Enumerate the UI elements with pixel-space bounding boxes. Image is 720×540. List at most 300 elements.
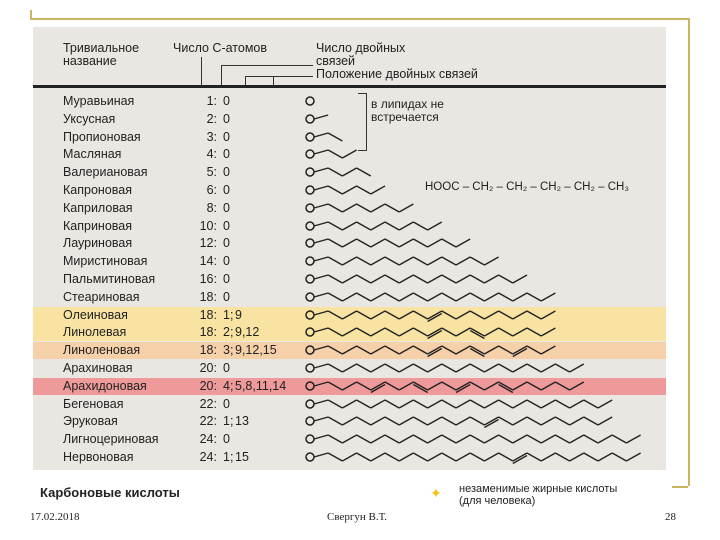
chain-bond (570, 400, 584, 408)
double-bond-count: 0 (223, 396, 230, 411)
chain-bond (314, 311, 328, 315)
chain-bond (428, 400, 442, 408)
acid-name: Бегеновая (63, 396, 124, 411)
chain-bond (357, 311, 371, 319)
chain-bond (456, 275, 470, 283)
acid-name: Эруковая (63, 414, 118, 429)
chain-bond (527, 346, 541, 354)
chain-bond (499, 311, 513, 319)
carboxyl-group (306, 275, 314, 283)
chain-bond (484, 400, 498, 408)
acid-row (33, 307, 666, 324)
chain-bond (399, 222, 413, 230)
chain-bond (527, 400, 541, 408)
carbon-chain (305, 271, 534, 288)
carbon-chain (305, 253, 506, 270)
carbon-count: 6: (206, 183, 217, 197)
double-bond-count: 0 (223, 432, 230, 447)
carboxyl-group (306, 346, 314, 354)
double-bond-positions: 9,12,15 (235, 343, 277, 358)
chain-bond (470, 453, 484, 461)
carbon-count: 22: (199, 414, 217, 429)
chain-bond (342, 328, 356, 336)
chain-bond (399, 275, 413, 283)
carboxyl-group (306, 293, 314, 301)
chain-bond (371, 435, 385, 443)
chain-bond (371, 311, 385, 319)
chain-bond (413, 400, 427, 408)
carbon-chain (305, 218, 449, 235)
chain-bond (413, 435, 427, 443)
chain-bond (399, 417, 413, 425)
chain-bond (456, 239, 470, 247)
chain-bond (399, 382, 413, 390)
chain-bond (342, 435, 356, 443)
chain-bond (570, 435, 584, 443)
chain-bond (314, 115, 328, 119)
chain-bond (342, 150, 356, 158)
carbon-chain (305, 360, 591, 377)
chain-bond (399, 346, 413, 354)
chain-bond (555, 417, 569, 425)
chain-bond (442, 400, 456, 408)
chain-bond (428, 275, 442, 283)
chain-bond (314, 150, 328, 154)
chain-bond (470, 311, 484, 319)
double-bond-positions: 5,8,11,14 (235, 378, 287, 393)
carbon-chain (305, 200, 420, 217)
carboxyl-group (306, 97, 314, 105)
acid-row (33, 324, 666, 341)
chain-bond (328, 257, 342, 265)
double-bond-count: 0 (223, 111, 230, 126)
carboxyl-group (306, 168, 314, 176)
chain-bond (328, 293, 342, 301)
chain-bond (428, 222, 442, 230)
chain-bond (328, 204, 342, 212)
carbon-count: 3: (206, 129, 217, 144)
chain-bond (428, 364, 442, 372)
chain-bond (527, 417, 541, 425)
chain-bond (385, 453, 399, 461)
double-bond-count: 0 (223, 147, 230, 162)
acid-name: Лигноцериновая (63, 432, 159, 447)
carbon-chain (305, 324, 562, 341)
acid-row (33, 289, 666, 306)
acid-row (33, 253, 666, 270)
chain-bond (555, 435, 569, 443)
carboxyl-group (306, 115, 314, 123)
chain-bond (513, 417, 527, 425)
chain-bond (456, 257, 470, 265)
chain-bond (570, 417, 584, 425)
chain-bond (385, 382, 399, 390)
double-bond-positions: 9 (235, 307, 242, 322)
chain-bond (371, 328, 385, 336)
note-line2: встречается (371, 110, 439, 124)
chain-bond (442, 293, 456, 301)
acid-name: Муравьиная (63, 94, 135, 108)
carbon-chain (305, 378, 591, 395)
carboxyl-group (306, 257, 314, 265)
carbon-count: 4: (206, 147, 217, 162)
chain-bond (385, 311, 399, 319)
chain-bond (342, 293, 356, 301)
chain-bond (328, 239, 342, 247)
chain-bond (456, 328, 470, 336)
chain-bond (541, 417, 555, 425)
acid-row (33, 164, 666, 181)
chain-bond (314, 417, 328, 421)
chain-bond (584, 435, 598, 443)
double-bond-positions: 15 (235, 450, 249, 464)
chain-bond (314, 204, 328, 208)
acid-name: Линоленовая (63, 343, 141, 358)
chain-bond (527, 435, 541, 443)
slide-frame-side-mark (672, 486, 688, 488)
legend-essential-acids (459, 483, 617, 507)
chain-bond (598, 400, 612, 408)
legend-line1: незаменимые жирные кислоты (459, 483, 618, 495)
chain-bond (328, 328, 342, 336)
header-connector-line (221, 65, 222, 87)
chain-bond (314, 293, 328, 297)
chain-bond (399, 328, 413, 336)
acid-name: Нервоновая (63, 450, 134, 464)
chain-bond (527, 311, 541, 319)
chain-bond (413, 364, 427, 372)
chain-bond (385, 364, 399, 372)
carbon-chain (305, 164, 378, 181)
chain-bond (570, 364, 584, 372)
acid-row (33, 449, 666, 466)
chain-bond (442, 257, 456, 265)
chain-bond (342, 186, 356, 194)
acid-row (33, 378, 666, 395)
chain-bond (484, 364, 498, 372)
carboxyl-group (306, 186, 314, 194)
double-bond-count: 0 (223, 129, 230, 144)
chain-bond (442, 435, 456, 443)
acid-name: Уксусная (63, 111, 116, 126)
chain-bond (342, 222, 356, 230)
header-double-line1: Число двойных (316, 41, 406, 55)
chain-bond (328, 150, 342, 158)
chain-bond (612, 453, 626, 461)
chain-bond (413, 257, 427, 265)
chain-bond (428, 293, 442, 301)
chain-bond (484, 311, 498, 319)
footer-author: Свергун В.Т. (327, 511, 387, 523)
chain-bond (513, 400, 527, 408)
carbon-count: 5: (206, 165, 217, 180)
chain-bond (499, 435, 513, 443)
carbon-count: 18: (199, 343, 217, 358)
slide-frame-corner-tick (30, 10, 32, 20)
chain-bond (541, 346, 555, 354)
carbon-count: 20: (199, 361, 217, 375)
chain-bond (428, 382, 442, 390)
chain-bond (584, 400, 598, 408)
chain-bond (357, 382, 371, 390)
chain-bond (484, 453, 498, 461)
chain-bond (442, 453, 456, 461)
acid-name: Арахиновая (63, 361, 133, 375)
figure-caption: Карбоновые кислоты (40, 485, 180, 500)
chain-bond (499, 275, 513, 283)
chain-bond (357, 222, 371, 230)
chain-bond (428, 435, 442, 443)
chain-bond (570, 382, 584, 390)
chain-bond (598, 435, 612, 443)
chain-bond (541, 382, 555, 390)
chain-bond (314, 133, 328, 137)
chain-bond (342, 346, 356, 354)
chain-bond (484, 435, 498, 443)
chain-bond (385, 417, 399, 425)
carbon-chain (305, 307, 562, 324)
chain-bond (371, 204, 385, 212)
chain-bond (328, 346, 342, 354)
chain-bond (499, 346, 513, 354)
acid-name: Лауриновая (63, 236, 133, 251)
header-trivial-line1: Тривиальное (63, 41, 140, 55)
chain-bond (399, 453, 413, 461)
chain-bond (456, 293, 470, 301)
chain-bond (385, 400, 399, 408)
chain-bond (442, 382, 456, 390)
acid-name: Линолевая (63, 325, 127, 340)
acid-name: Каприловая (63, 200, 133, 215)
chain-bond (442, 417, 456, 425)
acid-name: Каприновая (63, 218, 133, 233)
acid-row (33, 218, 666, 235)
chain-bond (470, 400, 484, 408)
acid-row (33, 271, 666, 288)
chain-bond (584, 453, 598, 461)
chain-bond (484, 346, 498, 354)
chain-bond (442, 328, 456, 336)
chain-bond (314, 435, 328, 439)
chain-bond (413, 328, 427, 336)
double-bond-count: 0 (223, 200, 230, 215)
chain-bond (357, 168, 371, 176)
chain-bond (314, 239, 328, 243)
acid-row (33, 360, 666, 377)
chain-bond (385, 346, 399, 354)
carbon-count: 24: (199, 450, 217, 464)
carbon-count: 18: (199, 289, 217, 304)
header-connector-line (201, 57, 202, 87)
carbon-count: 22: (199, 396, 217, 411)
chain-bond (456, 453, 470, 461)
carbon-count: 16: (199, 272, 217, 286)
carboxyl-group (306, 328, 314, 336)
chain-bond (413, 239, 427, 247)
carbon-chain (305, 129, 349, 146)
chain-bond (357, 293, 371, 301)
chain-bond (399, 204, 413, 212)
chain-bond (385, 435, 399, 443)
chain-bond (399, 257, 413, 265)
carbon-chain (305, 289, 562, 306)
chain-bond (371, 275, 385, 283)
double-bond-count: 0 (223, 236, 230, 251)
chain-bond (328, 382, 342, 390)
fatty-acid-figure (33, 27, 666, 470)
chain-bond (357, 328, 371, 336)
chain-bond (513, 311, 527, 319)
chain-bond (357, 346, 371, 354)
chain-bond (456, 400, 470, 408)
chain-bond (413, 293, 427, 301)
chain-bond (541, 435, 555, 443)
double-bond-count: 3; (223, 343, 234, 358)
chain-bond (328, 311, 342, 319)
chain-bond (314, 222, 328, 226)
chain-bond (314, 275, 328, 279)
chain-bond (513, 293, 527, 301)
chain-bond (484, 293, 498, 301)
chain-bond (456, 417, 470, 425)
chain-bond (470, 275, 484, 283)
chain-bond (399, 293, 413, 301)
chain-bond (428, 417, 442, 425)
chain-bond (385, 257, 399, 265)
chain-bond (399, 239, 413, 247)
carbon-chain (305, 111, 335, 128)
chain-bond (357, 417, 371, 425)
header-trivial-line2: название (63, 54, 117, 68)
chain-bond (342, 382, 356, 390)
chain-bond (385, 239, 399, 247)
chain-bond (385, 293, 399, 301)
carboxyl-group (306, 400, 314, 408)
chain-bond (342, 311, 356, 319)
chain-bond (527, 382, 541, 390)
double-bond-positions: 13 (235, 414, 249, 429)
chain-bond (371, 346, 385, 354)
header-carbon-count: Число С-атомов (173, 41, 268, 55)
chain-bond (513, 364, 527, 372)
chain-bond (385, 222, 399, 230)
acid-name: Стеариновая (63, 289, 140, 304)
star-icon: ✦ (430, 485, 442, 501)
acid-name: Арахидоновая (63, 378, 147, 393)
acid-row (33, 235, 666, 252)
carbon-count: 12: (199, 236, 217, 251)
chain-bond (399, 311, 413, 319)
chain-bond (342, 453, 356, 461)
chain-bond (357, 400, 371, 408)
chain-bond (357, 239, 371, 247)
chain-bond (413, 453, 427, 461)
chain-bond (357, 204, 371, 212)
chain-bond (314, 346, 328, 350)
chain-bond (541, 453, 555, 461)
chain-bond (314, 400, 328, 404)
acid-row (33, 431, 666, 448)
chain-bond (371, 364, 385, 372)
carboxyl-group (306, 453, 314, 461)
chain-bond (328, 417, 342, 425)
header-trivial-name (63, 42, 139, 68)
chain-bond (357, 257, 371, 265)
chain-bond (513, 435, 527, 443)
chain-bond (555, 453, 569, 461)
chain-bond (385, 328, 399, 336)
carboxyl-group (306, 150, 314, 158)
chain-bond (598, 453, 612, 461)
double-bond-count: 0 (223, 165, 230, 180)
chain-bond (413, 222, 427, 230)
chain-bond (342, 168, 356, 176)
acid-name: Олеиновая (63, 307, 128, 322)
double-bond-count: 4; (223, 378, 234, 393)
chain-bond (357, 186, 371, 194)
carbon-count: 24: (199, 432, 217, 447)
chain-bond (527, 328, 541, 336)
chain-bond (342, 204, 356, 212)
chain-bond (371, 186, 385, 194)
chain-bond (513, 328, 527, 336)
chain-bond (470, 435, 484, 443)
chain-bond (314, 364, 328, 368)
chain-bond (342, 239, 356, 247)
chain-bond (357, 435, 371, 443)
double-bond-count: 0 (223, 289, 230, 304)
acid-row (33, 200, 666, 217)
chain-bond (385, 275, 399, 283)
chain-bond (371, 400, 385, 408)
legend-line2: (для человека) (459, 495, 536, 507)
chain-bond (541, 400, 555, 408)
chain-bond (513, 275, 527, 283)
carboxyl-group (306, 204, 314, 212)
double-bond-count: 1; (223, 307, 234, 322)
chain-bond (470, 417, 484, 425)
chain-bond (499, 328, 513, 336)
chain-bond (499, 293, 513, 301)
chain-bond (499, 453, 513, 461)
chain-bond (442, 239, 456, 247)
chain-bond (314, 328, 328, 332)
double-bond-count: 0 (223, 361, 230, 375)
carbon-count: 10: (199, 218, 217, 233)
header-separator (33, 85, 666, 88)
chain-bond (399, 364, 413, 372)
chain-bond (442, 346, 456, 354)
header-double-bond-count (316, 42, 405, 68)
carboxyl-group (306, 239, 314, 247)
chain-bond (413, 417, 427, 425)
acid-name: Капроновая (63, 183, 132, 197)
chain-bond (357, 364, 371, 372)
chain-bond (555, 382, 569, 390)
double-bond-count: 0 (223, 254, 230, 269)
carbon-chain (305, 93, 321, 110)
acid-row (33, 342, 666, 359)
carbon-chain (305, 182, 392, 199)
chain-bond (342, 257, 356, 265)
chain-bond (314, 257, 328, 261)
carboxyl-group (306, 222, 314, 230)
chain-bond (428, 239, 442, 247)
chain-bond (484, 382, 498, 390)
caproic-acid-formula: HOOC – CH₂ – CH₂ – CH₂ – CH₂ – CH₃ (425, 181, 630, 193)
chain-bond (541, 364, 555, 372)
chain-bond (314, 168, 328, 172)
